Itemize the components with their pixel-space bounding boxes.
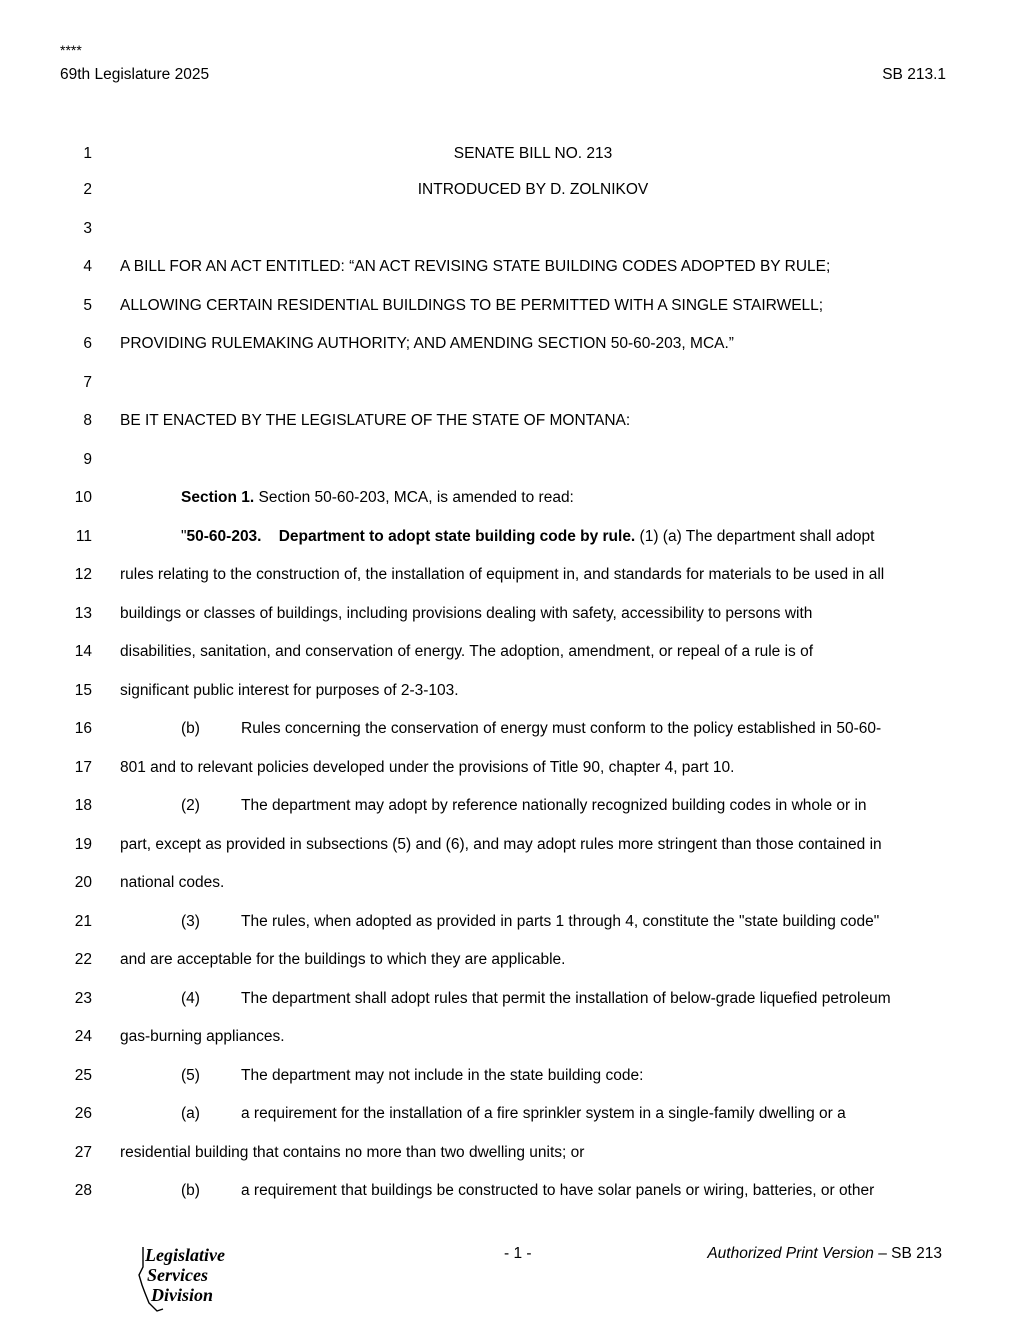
line-number: 6 <box>83 335 92 352</box>
doc-line <box>0 1180 1024 1202</box>
introduced-by: INTRODUCED BY D. ZOLNIKOV <box>417 181 649 198</box>
line-number: 4 <box>83 258 92 275</box>
line-text: disabilities, sanitation, and conservation of energy. The adoption, amendment, or repeal of a rule is of <box>120 643 814 660</box>
line-number: 9 <box>83 451 92 468</box>
doc-line <box>0 295 1024 317</box>
line-text: buildings or classes of buildings, including provisions dealing with safety, accessibility to persons with <box>120 605 813 622</box>
legislature-label: 69th Legislature 2025 <box>60 66 210 83</box>
logo-line-legislative: Legislative <box>145 1245 225 1265</box>
subsection-label: (b) <box>181 720 200 737</box>
line-number: 24 <box>74 1028 92 1045</box>
doc-line <box>0 641 1024 663</box>
line-number: 19 <box>74 836 92 853</box>
line-text: ALLOWING CERTAIN RESIDENTIAL BUILDINGS TO BE PERMITTED WITH A SINGLE STAIRWELL; <box>120 297 824 314</box>
doc-line <box>0 988 1024 1010</box>
line-text: (1) (a) The department shall adopt <box>635 528 875 545</box>
subsection-label: (b) <box>181 1182 200 1199</box>
line-text: A BILL FOR AN ACT ENTITLED: “AN ACT REVISING STATE BUILDING CODES ADOPTED BY RULE; <box>120 258 831 275</box>
line-number: 26 <box>74 1105 92 1122</box>
line-text: PROVIDING RULEMAKING AUTHORITY; AND AMENDING SECTION 50-60-203, MCA.” <box>120 335 734 352</box>
print-version-bill: – SB 213 <box>873 1245 942 1262</box>
subsection-label: (4) <box>181 990 200 1007</box>
line-text: and are acceptable for the buildings to which they are applicable. <box>120 951 566 968</box>
doc-line <box>0 834 1024 856</box>
doc-line <box>0 1103 1024 1125</box>
statute-title: 50-60-203. Department to adopt state building code by rule. <box>186 528 636 545</box>
line-number: 25 <box>74 1067 92 1084</box>
line-text: The department may not include in the state building code: <box>241 1067 644 1084</box>
line-text: national codes. <box>120 874 225 891</box>
line-number: 1 <box>83 145 92 162</box>
line-text: a requirement that buildings be constructed to have solar panels or wiring, batteries, or other <box>241 1182 875 1199</box>
line-number: 27 <box>74 1144 92 1161</box>
authorized-print-version <box>707 1245 942 1263</box>
line-number: 13 <box>74 605 92 622</box>
doc-line <box>0 256 1024 278</box>
line-text: gas-burning appliances. <box>120 1028 285 1045</box>
line-number: 23 <box>74 990 92 1007</box>
section-heading <box>181 487 574 509</box>
print-version-label: Authorized Print Version <box>707 1245 874 1262</box>
doc-line <box>0 410 1024 432</box>
doc-line <box>0 911 1024 933</box>
doc-line <box>0 680 1024 702</box>
line-number: 20 <box>74 874 92 891</box>
page-number: - 1 - <box>504 1245 532 1262</box>
section-label: Section 1. <box>181 489 255 506</box>
legislative-services-logo <box>133 1245 253 1315</box>
subsection-label: (a) <box>181 1105 200 1122</box>
doc-line <box>0 949 1024 971</box>
line-text: rules relating to the construction of, the installation of equipment in, and standards for materials to be used in all <box>120 566 885 583</box>
doc-line <box>0 872 1024 894</box>
subsection-label: (5) <box>181 1067 200 1084</box>
doc-line <box>0 487 1024 509</box>
header-stars: **** <box>60 42 82 58</box>
doc-line <box>0 1026 1024 1048</box>
line-text: Section 50-60-203, MCA, is amended to read: <box>254 489 574 506</box>
line-number: 8 <box>83 412 92 429</box>
line-text: significant public interest for purposes of 2-3-103. <box>120 682 459 699</box>
logo-line-services: Services <box>147 1265 208 1285</box>
doc-line <box>0 1142 1024 1164</box>
statute-heading <box>181 526 874 548</box>
bill-title: SENATE BILL NO. 213 <box>453 145 613 162</box>
doc-line <box>0 1065 1024 1087</box>
line-number: 5 <box>83 297 92 314</box>
line-text: a requirement for the installation of a fire sprinkler system in a single-family dwelling or a <box>241 1105 846 1122</box>
doc-line <box>0 333 1024 355</box>
subsection-label: (3) <box>181 913 200 930</box>
line-text: 801 and to relevant policies developed under the provisions of Title 90, chapter 4, part 10. <box>120 759 735 776</box>
line-number: 18 <box>74 797 92 814</box>
line-number: 16 <box>74 720 92 737</box>
doc-line <box>0 143 1024 165</box>
line-text: part, except as provided in subsections (5) and (6), and may adopt rules more stringent than those contained in <box>120 836 882 853</box>
doc-line <box>0 564 1024 586</box>
line-number: 22 <box>74 951 92 968</box>
line-number: 15 <box>74 682 92 699</box>
doc-line <box>0 372 1024 394</box>
line-number: 2 <box>83 181 92 198</box>
line-text: The rules, when adopted as provided in parts 1 through 4, constitute the "state building code" <box>241 913 880 930</box>
doc-line <box>0 218 1024 240</box>
line-text: The department may adopt by reference nationally recognized building codes in whole or in <box>241 797 867 814</box>
doc-line <box>0 603 1024 625</box>
line-text: The department shall adopt rules that permit the installation of below-grade liquefied petroleum <box>241 990 891 1007</box>
line-number: 11 <box>75 528 92 545</box>
doc-line <box>0 757 1024 779</box>
line-number: 12 <box>74 566 92 583</box>
doc-line <box>0 718 1024 740</box>
doc-line <box>0 526 1024 548</box>
line-number: 3 <box>83 220 92 237</box>
line-number: 10 <box>74 489 92 506</box>
enacting-clause: BE IT ENACTED BY THE LEGISLATURE OF THE STATE OF MONTANA: <box>120 412 631 429</box>
bill-id: SB 213.1 <box>882 66 946 83</box>
logo-line-division: Division <box>151 1285 214 1305</box>
doc-line <box>0 795 1024 817</box>
line-number: 7 <box>83 374 92 391</box>
open-quote: " <box>181 528 187 545</box>
doc-line <box>0 449 1024 471</box>
subsection-label: (2) <box>181 797 200 814</box>
line-number: 28 <box>74 1182 92 1199</box>
line-text: residential building that contains no more than two dwelling units; or <box>120 1144 585 1161</box>
line-number: 14 <box>74 643 92 660</box>
line-number: 17 <box>74 759 92 776</box>
line-number: 21 <box>74 913 92 930</box>
doc-line <box>0 179 1024 201</box>
line-text: Rules concerning the conservation of energy must conform to the policy established in 50-60- <box>241 720 882 737</box>
